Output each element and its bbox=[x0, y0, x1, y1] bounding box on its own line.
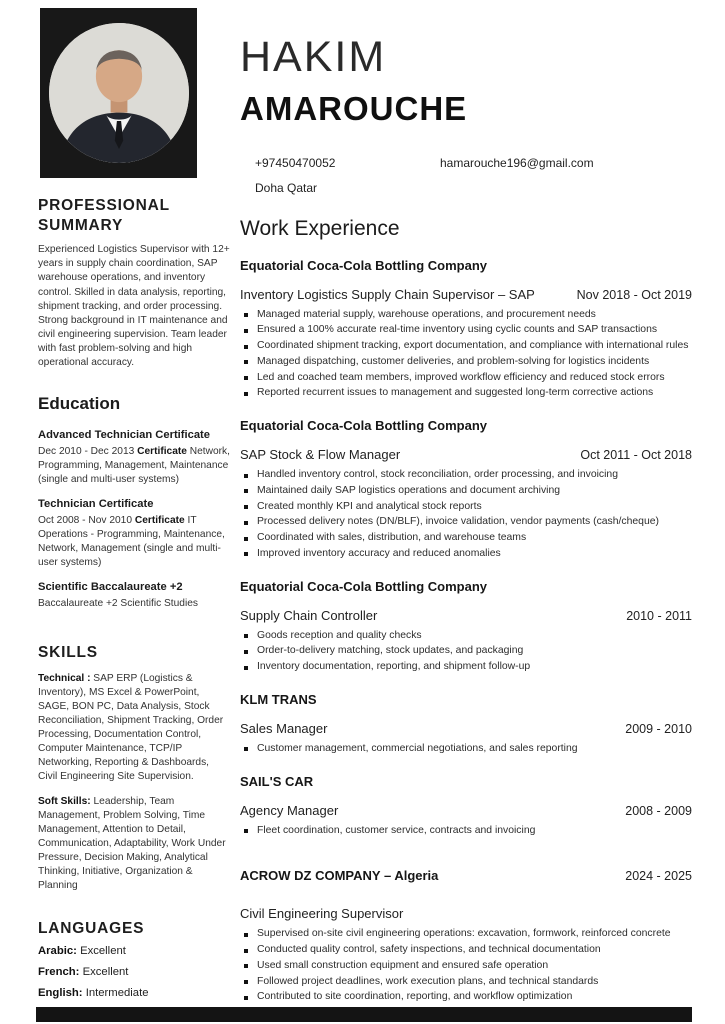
job-entry bbox=[240, 856, 692, 1005]
job-role: SAP Stock & Flow Manager bbox=[240, 447, 401, 463]
main-column bbox=[240, 34, 692, 1005]
education-item bbox=[38, 428, 231, 487]
phone-number: +97450470052 bbox=[255, 155, 336, 170]
job-company: KLM TRANS bbox=[240, 691, 317, 707]
education-label: Certificate bbox=[134, 514, 185, 526]
education-label: Certificate bbox=[137, 445, 187, 457]
photo-block bbox=[40, 8, 197, 178]
first-name: HAKIM bbox=[240, 33, 387, 81]
job-dates: 2024 - 2025 bbox=[625, 869, 692, 884]
job-entry bbox=[240, 419, 692, 562]
job-role-row bbox=[240, 721, 692, 736]
email-address: hamarouche196@gmail.com bbox=[440, 155, 594, 170]
job-bullet: Handled inventory control, stock reconciliation, order processing, and invoicing bbox=[240, 468, 692, 483]
education-meta bbox=[38, 514, 231, 570]
job-bullet: Coordinated shipment tracking, export documentation, and compliance with international rules bbox=[240, 339, 692, 354]
job-company-row bbox=[240, 856, 692, 897]
job-bullets bbox=[240, 629, 692, 675]
language-level: Intermediate bbox=[85, 987, 149, 1000]
job-role: Agency Manager bbox=[240, 802, 339, 818]
skills-technical-label: Technical : bbox=[38, 672, 94, 684]
language-name: English: bbox=[38, 987, 86, 1000]
skills-soft-label: Soft Skills: bbox=[38, 795, 94, 807]
education-item bbox=[38, 497, 231, 570]
job-company: ACROW DZ COMPANY – Algeria bbox=[240, 868, 439, 884]
job-bullet: Coordinated with sales, distribution, and warehouse teams bbox=[240, 531, 692, 546]
language-item bbox=[38, 965, 231, 981]
job-company: Equatorial Coca-Cola Bottling Company bbox=[240, 257, 488, 273]
languages-heading: LANGUAGES bbox=[38, 920, 145, 938]
education-item bbox=[38, 580, 231, 611]
work-experience-heading: Work Experience bbox=[240, 216, 400, 240]
language-level: Excellent bbox=[80, 945, 126, 958]
job-company: SAIL'S CAR bbox=[240, 773, 314, 789]
job-bullet: Reported recurrent issues to management and suggested long-term corrective actions bbox=[240, 386, 692, 401]
job-bullet: Used small construction equipment and ensured safe operation bbox=[240, 959, 692, 974]
job-bullets bbox=[240, 308, 692, 402]
footer-bar bbox=[36, 1007, 692, 1022]
summary-heading: PROFESSIONAL SUMMARY bbox=[38, 197, 170, 235]
sidebar bbox=[38, 196, 231, 1002]
job-bullet: Maintained daily SAP logistics operations and document archiving bbox=[240, 484, 692, 499]
education-degree: Scientific Baccalaureate +2 bbox=[38, 581, 183, 594]
job-bullet: Managed material supply, warehouse operations, and procurement needs bbox=[240, 308, 692, 323]
job-dates: 2008 - 2009 bbox=[625, 803, 692, 818]
job-role: Supply Chain Controller bbox=[240, 607, 378, 623]
job-company: Equatorial Coca-Cola Bottling Company bbox=[240, 418, 488, 434]
headshot-illustration bbox=[49, 23, 189, 163]
education-details: Baccalaureate +2 Scientific Studies bbox=[38, 597, 198, 609]
job-bullets bbox=[240, 824, 692, 839]
skills-soft bbox=[38, 795, 231, 894]
job-dates: Oct 2011 - Oct 2018 bbox=[580, 448, 692, 463]
job-bullet: Customer management, commercial negotiations, and sales reporting bbox=[240, 742, 692, 757]
job-entry bbox=[240, 580, 692, 675]
job-bullet: Processed delivery notes (DN/BLF), invoice validation, vendor payments (cash/cheque) bbox=[240, 515, 692, 530]
job-entry bbox=[240, 775, 692, 839]
language-item bbox=[38, 944, 231, 960]
contact-row bbox=[255, 156, 692, 170]
skills-soft-text: Leadership, Team Management, Problem Solving, Time Management, Attention to Detail, Communication, Adaptability, Work Under Pressure, Decision Making, Analytical Thinking, Initiative, Organization & Planning bbox=[38, 795, 226, 892]
summary-text: Experienced Logistics Supervisor with 12+ years in supply chain coordination, SAP warehouse operations, and inventory control. Skilled in data analysis, reporting, shipment tracking, and order processing. Strong background in IT maintenance and civil engineering supervision. Team leader with fast problem-solving and high operational accuracy. bbox=[38, 244, 230, 368]
contact-block bbox=[240, 156, 692, 195]
job-bullets bbox=[240, 742, 692, 757]
job-bullet: Managed dispatching, customer deliveries, and problem-solving for logistics incidents bbox=[240, 355, 692, 370]
job-role: Civil Engineering Supervisor bbox=[240, 906, 404, 922]
job-bullet: Inventory documentation, reporting, and shipment follow-up bbox=[240, 660, 692, 675]
job-bullet: Supervised on-site civil engineering operations: excavation, formwork, reinforced concrete bbox=[240, 927, 692, 942]
last-name: AMAROUCHE bbox=[240, 90, 468, 128]
job-bullet: Ensured a 100% accurate real-time inventory using cyclic counts and SAP transactions bbox=[240, 323, 692, 338]
education-dates: Oct 2008 - Nov 2010 bbox=[38, 514, 135, 526]
job-bullet: Improved inventory accuracy and reduced anomalies bbox=[240, 547, 692, 562]
job-bullets bbox=[240, 468, 692, 562]
job-entry bbox=[240, 693, 692, 757]
job-dates: Nov 2018 - Oct 2019 bbox=[576, 287, 692, 302]
job-role-row bbox=[240, 906, 692, 921]
skills-heading: SKILLS bbox=[38, 643, 98, 661]
job-role: Sales Manager bbox=[240, 720, 328, 736]
language-name: French: bbox=[38, 966, 83, 979]
education-heading: Education bbox=[38, 393, 121, 413]
job-role-row bbox=[240, 803, 692, 818]
education-degree: Advanced Technician Certificate bbox=[38, 429, 211, 442]
job-bullet: Contributed to site coordination, reporting, and workflow optimization bbox=[240, 990, 692, 1005]
language-item bbox=[38, 986, 231, 1002]
job-entry bbox=[240, 259, 692, 402]
education-degree: Technician Certificate bbox=[38, 498, 154, 511]
skills-technical-text: SAP ERP (Logistics & Inventory), MS Excel & PowerPoint, SAGE, BON PC, Data Analysis, Stock Reconciliation, Shipment Tracking, Order Processing, Documentation Control, Computer Maintenance, TCP/IP Networking, Reporting & Dashboards, Civil Engineering Site Supervision. bbox=[38, 672, 224, 783]
job-bullet: Followed project deadlines, work execution plans, and technical standards bbox=[240, 975, 692, 990]
job-bullet: Conducted quality control, safety inspections, and technical documentation bbox=[240, 943, 692, 958]
job-bullet: Created monthly KPI and analytical stock reports bbox=[240, 500, 692, 515]
job-bullet: Goods reception and quality checks bbox=[240, 629, 692, 644]
job-bullets bbox=[240, 927, 692, 1005]
education-meta bbox=[38, 597, 231, 611]
skills-technical bbox=[38, 672, 231, 785]
job-role-row bbox=[240, 608, 692, 623]
job-role: Inventory Logistics Supply Chain Supervisor – SAP bbox=[240, 286, 535, 302]
location: Doha Qatar bbox=[255, 180, 318, 195]
job-bullet: Fleet coordination, customer service, contracts and invoicing bbox=[240, 824, 692, 839]
job-company: Equatorial Coca-Cola Bottling Company bbox=[240, 578, 488, 594]
job-dates: 2009 - 2010 bbox=[625, 721, 692, 736]
education-meta bbox=[38, 445, 231, 487]
education-dates: Dec 2010 - Dec 2013 bbox=[38, 445, 138, 457]
job-dates: 2010 - 2011 bbox=[626, 608, 692, 623]
job-role-row bbox=[240, 447, 692, 462]
education-details: Network, Programming, Management, Maintenance (single and multi-user systems) bbox=[38, 445, 230, 485]
job-bullet: Led and coached team members, improved workflow efficiency and reduced stock errors bbox=[240, 371, 692, 386]
profile-photo bbox=[49, 23, 189, 163]
education-details: IT Operations - Programming, Maintenance, Network, Management (single and multi-user systems) bbox=[38, 514, 225, 568]
job-role-row bbox=[240, 287, 692, 302]
language-name: Arabic: bbox=[38, 945, 81, 958]
job-bullet: Order-to-delivery matching, stock updates, and packaging bbox=[240, 644, 692, 659]
language-level: Excellent bbox=[82, 966, 129, 979]
